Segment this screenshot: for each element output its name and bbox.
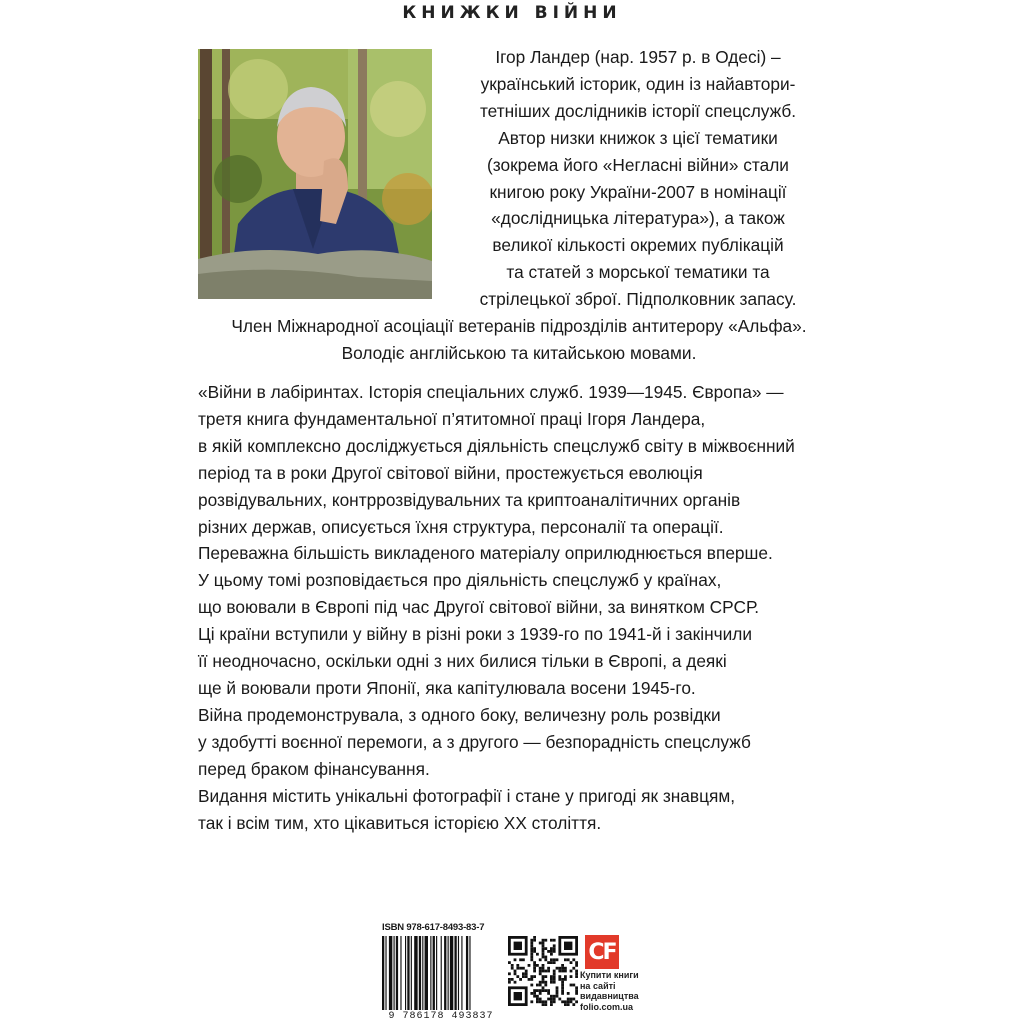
series-title: КНИЖКИ ВІЙНИ [402,3,622,23]
description-line: в якій комплексно досліджується діяльність спецслужб світу в міжвоєнний [198,435,795,456]
barcode-number: 9 786178 493837 [388,1011,494,1022]
description-line: так і всім тим, хто цікавиться історією XX століття. [198,812,602,833]
bio-line: Член Міжнародної асоціації ветеранів підрозділів антитерору «Альфа». [231,316,807,337]
bio-line: Автор низки книжок з цієї тематики [498,127,778,148]
publisher-line: folio.com.ua [580,1001,634,1012]
publisher-link-text [580,970,639,1012]
bio-line: (зокрема його «Негласні війни» стали [487,154,789,175]
description-line: третя книга фундаментальної п’ятитомної праці Ігоря Ландера, [198,408,706,429]
bio-line: та статей з морської тематики та [506,262,770,283]
publisher-logo-icon: CF [585,935,619,969]
description-line: період та в роки Другої світової війни, простежується еволюція [198,462,703,483]
description-line: ще й воювали проти Японії, яка капітулювала восени 1945-го. [198,677,696,698]
description-line: різних держав, описується їхня структура, персоналії та операції. [198,516,724,537]
description-line: розвідувальних, контррозвідувальних та криптоаналітичних органів [198,489,741,510]
isbn-label: ISBN 978-617-8493-83-7 [382,922,485,933]
bio-line: книгою року України-2007 в номінації [489,181,787,202]
description-line: перед браком фінансування. [198,758,430,779]
publisher-line: видавництва [580,991,639,1001]
description-line: що воювали в Європі під час Другої світової війни, за винятком СРСР. [198,597,760,618]
description-line: Війна продемонструвала, з одного боку, величезну роль розвідки [198,704,721,725]
bio-line: український історик, один із найавтори- [480,73,796,94]
qr-code-icon [508,936,578,1006]
bio-line: «дослідницька література»), а також [491,208,785,229]
description-line: У цьому томі розповідається про діяльність спецслужб у країнах, [198,570,722,591]
bio-line: Володіє англійською та китайською мовами. [341,342,697,363]
description-line: «Війни в лабіринтах. Історія спеціальних служб. 1939—1945. Європа» — [198,382,784,402]
bio-line: стрілецької зброї. Підполковник запасу. [479,289,797,310]
isbn-barcode-block [380,922,502,1024]
barcode-icon [380,936,502,1012]
publisher-line: Купити книги [580,970,639,980]
description-line: її неодночасно, оскільки одні з них билися тільки в Європі, а деякі [198,651,727,672]
description-line: Видання містить унікальні фотографії і стане у пригоді як знавцям, [198,785,736,806]
author-bio [198,44,840,367]
description-line: у здобутті воєнної перемоги, а з другого — безпорадність спецслужб [198,731,751,752]
bio-line: Ігор Ландер (нар. 1957 р. в Одесі) – [495,47,781,67]
publisher-line: на сайті [580,980,616,991]
description-line: Ці країни вступили у війну в різні роки з 1939-го по 1941-й і закінчили [198,624,753,645]
book-description [198,379,840,836]
bio-line: великої кількості окремих публікацій [492,235,784,256]
description-line: Переважна більшість викладеного матеріалу оприлюднюється вперше. [198,543,773,564]
bio-line: тетніших дослідників історії спецслужб. [479,100,797,121]
